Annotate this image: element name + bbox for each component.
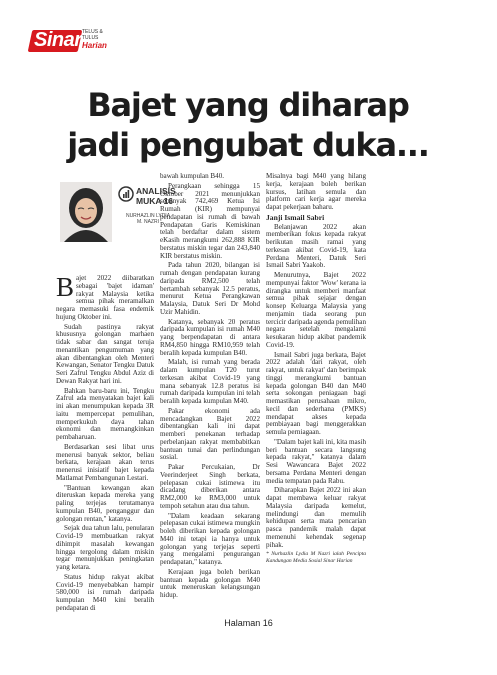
article-paragraph: Status hidup rakyat akibat Covid-19 menyebabkan hampir 580,000 isi rumah daripada kumpulan M40 kini beralih pendapatan di [56,572,154,612]
article-paragraph: Bahkan baru-baru ini, Tengku Zafrul ada menyatakan bajet kali ini akan menumpukan kepada 3R iaitu mempercepat pemulihan, memperkukuh daya tahan ekonomi dan memangkinkan pembaharuan. [56,386,154,441]
article-paragraph: Sejak dua tahun lalu, penularan Covid-19 membuatkan rakyat dihimpit masalah kewangan hingga tergolong dalam miskin tegar menunjukkan peningkatan yang ketara. [56,524,154,571]
article-paragraph: Pakar Percukaian, Dr Veerinderjeet Singh berkata, pelepasan cukai istimewa itu dicadang diberikan antara RM2,000 ke RM3,000 untuk tempoh setahun atau dua tahun. [160,463,260,510]
section-subheading: Janji Ismail Sabri [266,212,325,222]
article-column-3 [266,173,366,566]
article-paragraph: Perangkaan sehingga 15 Oktober 2021 menunjukkan sebanyak 742,469 Ketua Isi Rumah (KIR) mempunyai pendapatan isi rumah di bawah Pendapatan Garis Kemiskinan telah berdaftar dalam sistem eKasih merangkumi 262,888 KIR berstatus miskin tegar dan 243,840 KIR berstatus miskin. [160,181,260,260]
article-paragraph: Pakar ekonomi ada mencadangkan Bajet 2022 dibentangkan kali ini dapat memberi penekanan terhadap perbelanjaan rakyat membabitkan bantuan tunai dan perlindungan sosial. [160,406,260,462]
headline-line-2: jadi pengubat duka... [67,126,429,164]
logo-tagline: TELUS & TULUS [82,29,103,41]
article-paragraph: "Dalam bajet kali ini, kita masih beri bantuan secara langsung kepada rakyat," katanya dalam Sesi Wawancara Bajet 2022 bersama Perdana Menteri dengan media tempatan pada Rabu. [266,437,366,485]
article-paragraph: "Dalam keadaan sekarang pelepasan cukai istimewa mungkin boleh diberikan kepada golongan M40 ini tetapi ia hanya untuk golongan yang terjejas seperti yang mengalami pengurangan pendapatan," katanya. [160,511,260,566]
article-paragraph [56,272,154,322]
article-paragraph: Katanya, sebanyak 20 peratus daripada kumpulan isi rumah M40 yang berpendapatan di antara RM4,850 hingga RM10,959 telah beralih kepada kumpulan B40. [160,317,260,357]
article-paragraph: "Bantuan kewangan akan diteruskan kepada mereka yang paling terjejas terutamanya kumpulan B40, penganggur dan golongan rentan," katanya. [56,483,154,523]
article-paragraph: Pada tahun 2020, bilangan isi rumah dengan pendapatan kurang daripada RM2,500 telah bertambah sebanyak 12.5 peratus, menurut Ketua Perangkawan Malaysia, Datuk Seri Dr Mohd Uzir Mahidin. [160,261,260,316]
page-number-label: Halaman 16 [224,618,273,628]
author-photo [60,182,112,242]
lede-text: ajet 2022 diibaratkan sebagai 'bajet idaman' rakyat Malaysia ketika semua pihak meramalkan negara memasuki fasa endemik hujung Oktober ini. [56,274,154,321]
article-paragraph: bawah kumpulan B40. [160,172,225,180]
logo-edition: Harian [82,41,107,50]
sinar-harian-logo [30,24,107,64]
analysis-icon [118,186,134,202]
newspaper-page [22,22,474,612]
article-paragraph: Misalnya bagi M40 yang hilang kerja, kerajaan boleh berikan kursus, latihan semula dan platform cari kerja agar mereka dapat pekerjaan baharu. [266,172,366,211]
article-paragraph: Menurutnya, Bajet 2022 mempunyai faktor 'Wow' kerana ia dirangka untuk memberi manfaat semua pihak sejajar dengan konsep Keluarga Malaysia yang menjamin tiada seorang pun tercicir daripada agenda pemulihan negara setelah mengalami kesukaran hidup akibat pandemik Covid-19. [266,271,366,349]
author-name-line-2: M. NAZRI [137,219,159,225]
drop-cap: B [56,272,75,302]
article-paragraph: Belanjawan 2022 akan memberikan fokus kepada rakyat berikutan masih ramai yang terkesan akibat Covid-19, kata Perdana Menteri, Datuk Seri Ismail Sabri Yaakob. [266,222,366,270]
article-paragraph: Berdasarkan sesi libat urus menerusi banyak sektor, beliau berkata, kerajaan akan terus menerusi inisiatif bajet kepada Matlamat Pembangunan Lestari. [56,442,154,482]
article-paragraph: Sudah pastinya rakyat khususnya golongan marhaen tidak sabar dan sangat teruja menantikan pengumuman yang akan dibentangkan oleh Menteri Kewangan, Senator Tengku Datuk Seri Zafrul Tengku Abdul Aziz di Dewan Rakyat hari ini. [56,322,154,385]
article-column-1 [56,272,154,615]
column-label-line-1: ANALISIS [136,186,176,196]
column-label-line-2: MUKA 16 [136,196,173,206]
author-name-line-1: NURHAZLIN LYDIA [125,213,171,219]
article-paragraph: Diharapkan Bajet 2022 ini akan dapat membawa keluar rakyat Malaysia daripada kemelut, melindungi dan memulih kehidupan serta mata pencarian pasca pandemik malah dapat memenuhi kehendak segenap pihak. [266,486,366,549]
article-paragraph: Kerajaan juga boleh berikan bantuan kepada golongan M40 untuk meneruskan kelangsungan hidup. [160,567,260,599]
logo-brand: Sinar [34,29,82,51]
author-credit: * Nurhazlin Lydia M Nazri ialah Pencipta Kandungan Media Sosial Sinar Harian [266,551,366,564]
author-byline [60,182,176,262]
article-column-2 [160,173,260,602]
article-paragraph: Malah, isi rumah yang berada dalam kumpulan T20 turut terkesan akibat Covid-19 yang mana sebanyak 12.8 peratus isi rumah daripada kumpulan ini telah beralih kepada kumpulan M40. [160,358,260,405]
article-paragraph: Ismail Sabri juga berkata, Bajet 2022 adalah 'dari rakyat, oleh rakyat, untuk rakyat' dan berimpak tinggi merangkumi bantuan kepada golongan B40 dan M40 serta sokongan peniagaan bagi memastikan perusahaan mikro, kecil dan sederhana (PMKS) mendapat akses kepada pembiayaan bagi menggerakkan semula perniagaan. [266,350,366,436]
headline-line-1: Bajet yang diharap [87,86,409,124]
